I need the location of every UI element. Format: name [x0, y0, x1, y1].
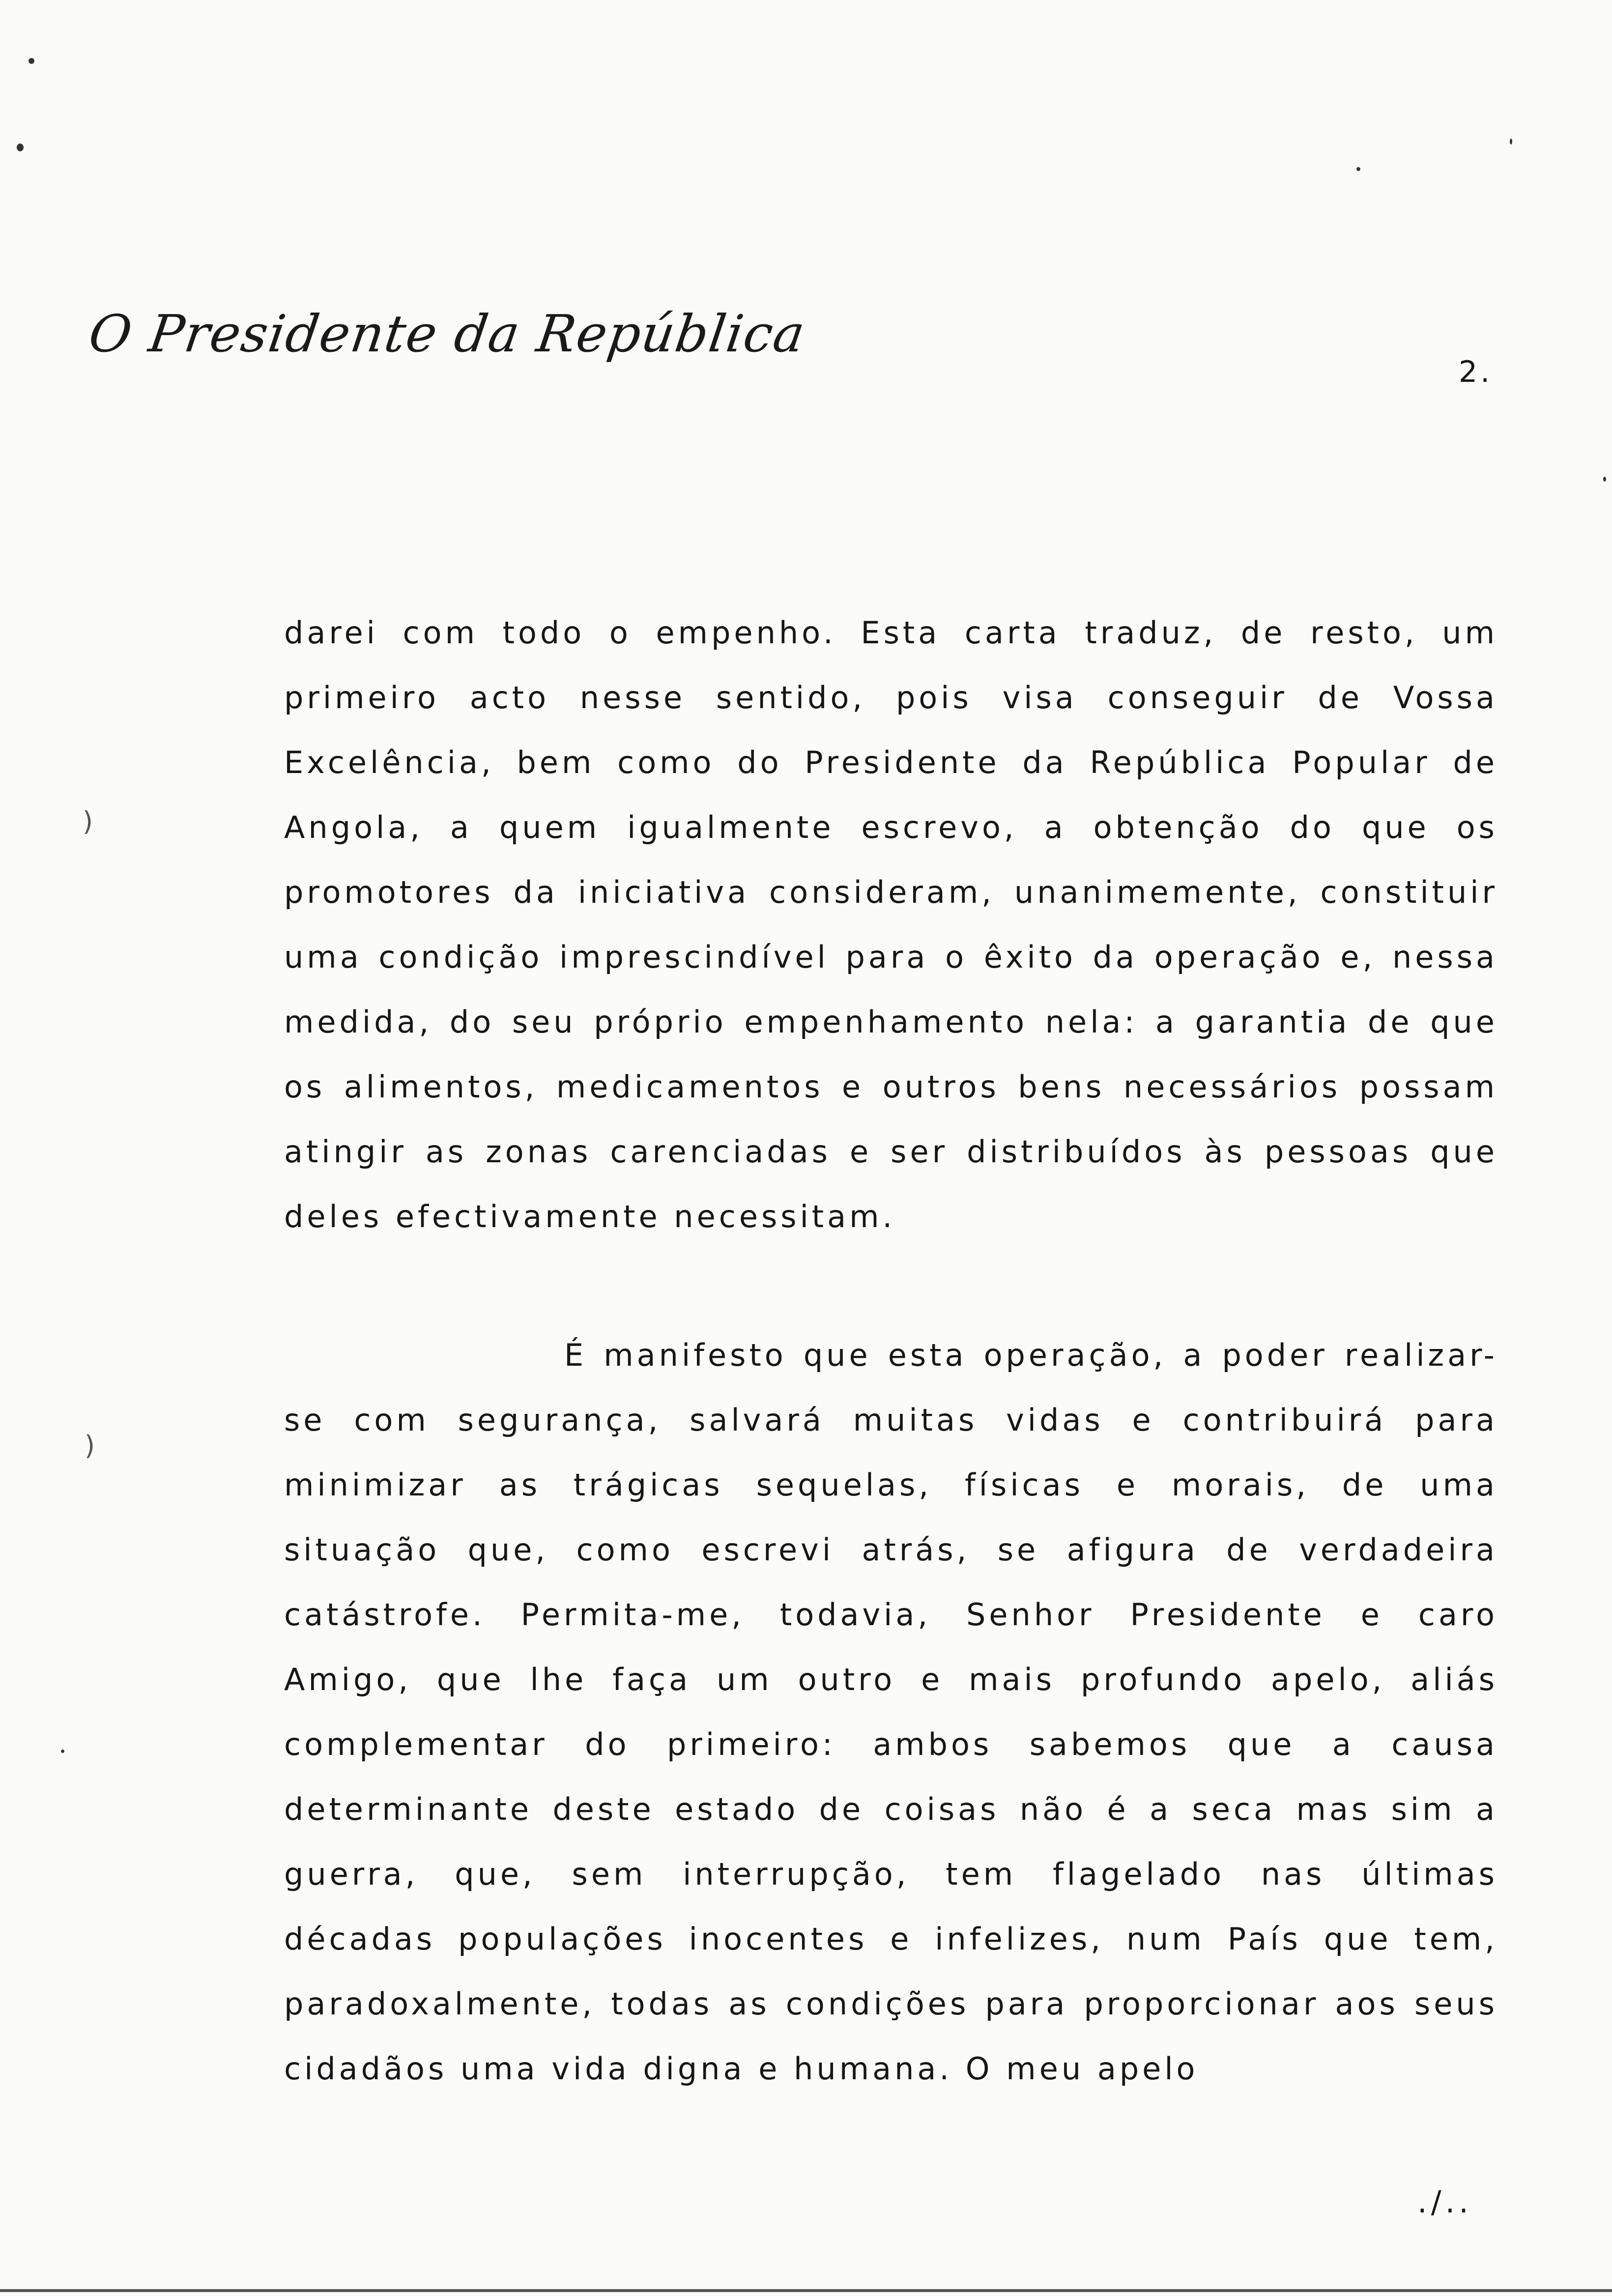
continuation-mark: ./..: [1417, 2184, 1473, 2220]
paragraph-2: É manifesto que esta operação, a poder realizar-se com segurança, salvará muitas vidas e contribuirá para minimizar as trágicas sequelas, físicas e morais, de uma situação que, como escrevi atrás, se afigura de verdadeira catástrofe. Permita-me, todavia, Senhor Presidente e caro Amigo, que lhe faça um outro e mais profundo apelo, aliás complementar do primeiro: ambos sabemos que a causa determinante deste estado de coisas não é a seca mas sim a guerra, que, sem interrupção, tem flagelado nas últimas décadas populações inocentes e infelizes, num País que tem, paradoxalmente, todas as condições para proporcionar aos seus cidadãos uma vida digna e humana. O meu apelo: [284, 1337, 1498, 2087]
bottom-rule: [0, 2289, 1612, 2292]
scan-speck: [1356, 167, 1360, 171]
scan-speck: [61, 1750, 64, 1753]
page-number: 2.: [1459, 355, 1493, 389]
scan-speck: [1510, 139, 1512, 144]
margin-bracket-mark: ): [85, 1430, 95, 1461]
paragraph-1: darei com todo o empenho. Esta carta traduz, de resto, um primeiro acto nesse sentido, pois visa conseguir de Vossa Excelência, bem como do Presidente da República Popular de Angola, a quem igualmente escrevo, a obtenção do que os promotores da iniciativa consideram, unanimemente, constituir uma condição imprescindível para o êxito da operação e, nessa medida, do seu próprio empenhamento nela: a garantia de que os alimentos, medicamentos e outros bens necessários possam atingir as zonas carenciadas e ser distribuídos às pessoas que deles efectivamente necessitam.: [284, 615, 1498, 1234]
margin-bracket-mark: ): [83, 806, 93, 837]
scan-speck: [29, 58, 34, 64]
scan-speck: [1603, 477, 1606, 482]
scan-speck: [17, 144, 24, 151]
letterhead-title: O Presidente da República: [85, 304, 809, 364]
